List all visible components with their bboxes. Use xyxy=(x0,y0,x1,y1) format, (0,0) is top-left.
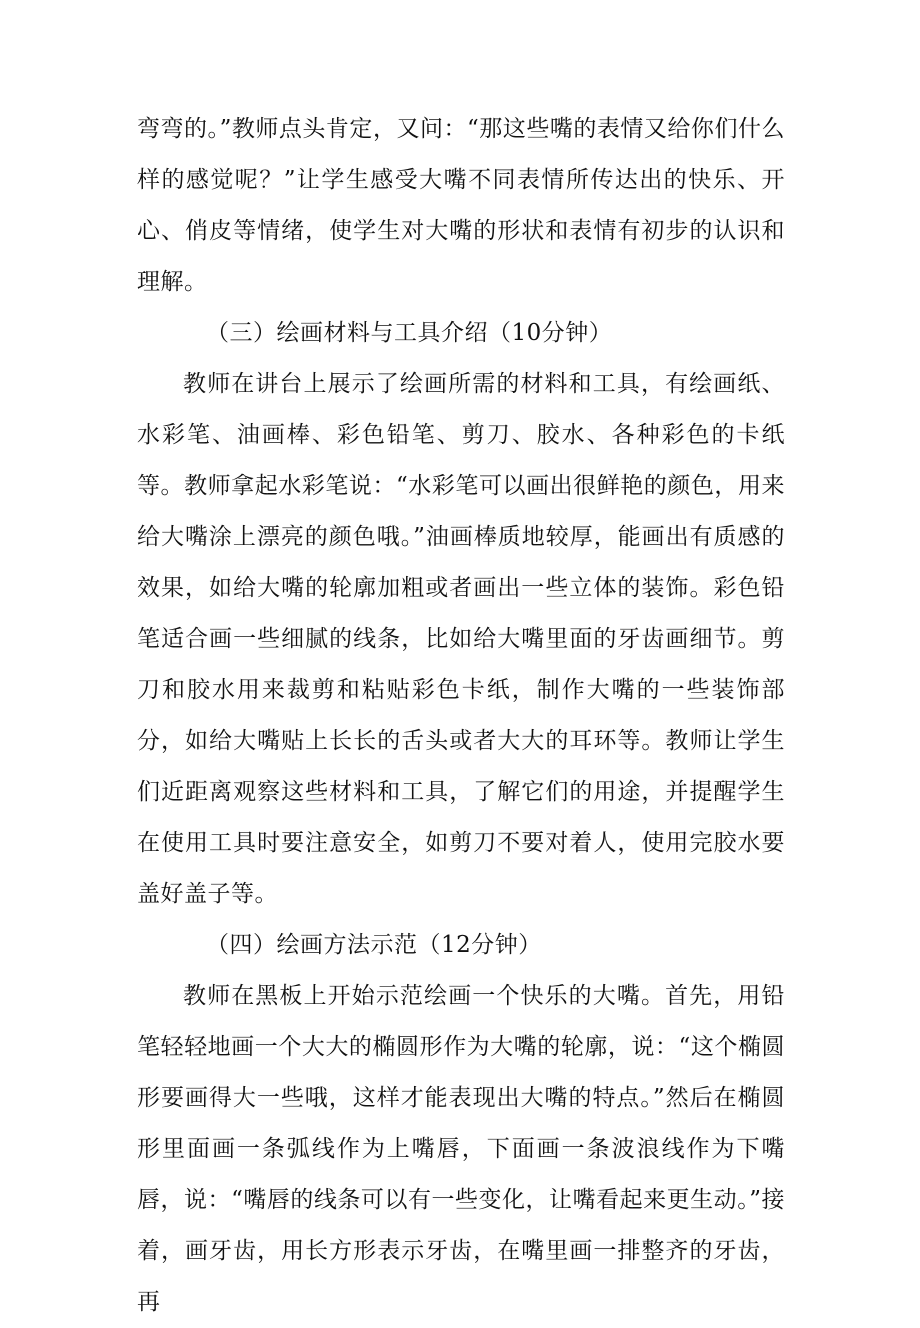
paragraph-demonstration: 教师在黑板上开始示范绘画一个快乐的大嘴。首先，用铅笔轻轻地画一个大大的椭圆形作为大嘴的轮廓，说：“这个椭圆形要画得大一些哦，这样才能表现出大嘴的特点。”然后在椭圆形里面画一条弧线作为上嘴唇，下面画一条波浪线作为下嘴唇，说：“嘴唇的线条可以有一些变化，让嘴看起来更生动。”接着，画牙齿，用长方形表示牙齿，在嘴里画一排整齐的牙齿，再 xyxy=(137,983,785,1315)
document-body xyxy=(137,104,785,1328)
paragraph-continuation: 弯弯的。”教师点头肯定，又问：“那这些嘴的表情又给你们什么样的感觉呢？”让学生感受大嘴不同表情所传达出的快乐、开心、俏皮等情绪，使学生对大嘴的形状和表情有初步的认识和理解。 xyxy=(137,116,785,295)
paragraph-materials: 教师在讲台上展示了绘画所需的材料和工具，有绘画纸、水彩笔、油画棒、彩色铅笔、剪刀、胶水、各种彩色的卡纸等。教师拿起水彩笔说：“水彩笔可以画出很鲜艳的颜色，用来给大嘴涂上漂亮的颜色哦。”油画棒质地较厚，能画出有质感的效果，如给大嘴的轮廓加粗或者画出一些立体的装饰。彩色铅笔适合画一些细腻的线条，比如给大嘴里面的牙齿画细节。剪刀和胶水用来裁剪和粘贴彩色卡纸，制作大嘴的一些装饰部分，如给大嘴贴上长长的舌头或者大大的耳环等。教师让学生们近距离观察这些材料和工具，了解它们的用途，并提醒学生在使用工具时要注意安全，如剪刀不要对着人，使用完胶水要盖好盖子等。 xyxy=(137,371,785,907)
section-heading-demonstration: （四）绘画方法示范（12分钟） xyxy=(206,932,542,958)
section-heading-materials: （三）绘画材料与工具介绍（10分钟） xyxy=(206,320,613,346)
